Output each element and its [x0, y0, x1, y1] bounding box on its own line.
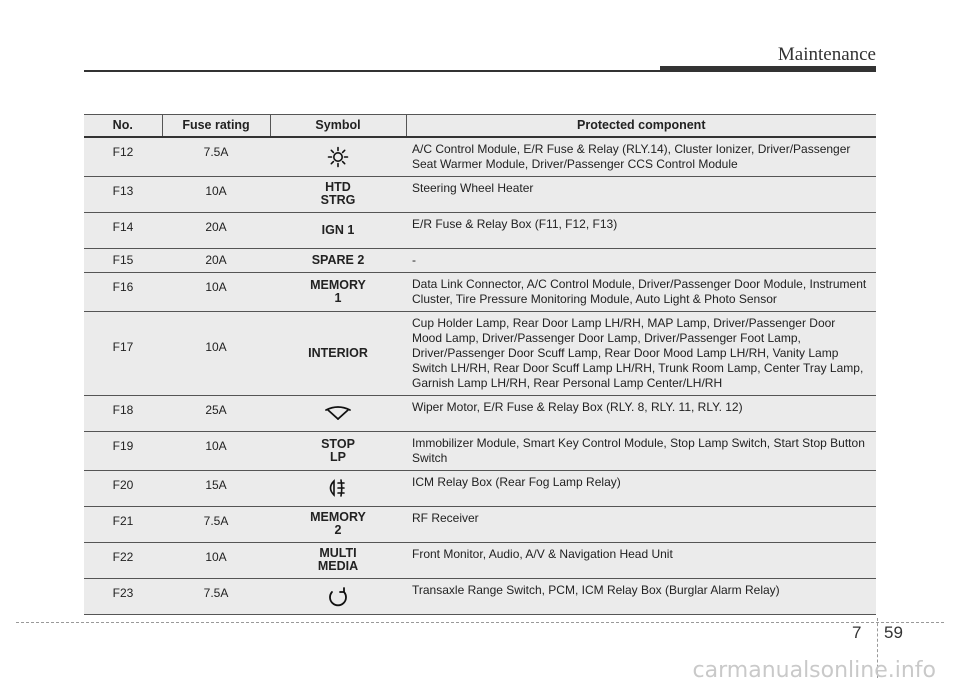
protected-component: A/C Control Module, E/R Fuse & Relay (RLY.14), Cluster Ionizer, Driver/Passenger Seat Warmer Module, Driver/Passenger CCS Control Module: [406, 137, 876, 177]
fuse-symbol-label: INTERIOR: [308, 345, 368, 360]
fuse-symbol-label: MEMORY 2: [310, 510, 366, 537]
table-row: [84, 212, 876, 248]
header-symbol: Symbol: [270, 115, 406, 137]
fuse-no: F23: [84, 578, 162, 614]
page-number: 59: [884, 623, 903, 642]
footer-dashed-rule: [16, 622, 944, 623]
fuse-rating: 7.5A: [162, 137, 270, 177]
fuse-no: F22: [84, 542, 162, 578]
fuse-rating: 10A: [162, 176, 270, 212]
wiper-icon: [323, 402, 353, 424]
protected-component: Data Link Connector, A/C Control Module, Driver/Passenger Door Module, Instrument Cluster, Tire Pressure Monitoring Module, Auto Light & Photo Sensor: [406, 272, 876, 311]
protected-component: Transaxle Range Switch, PCM, ICM Relay Box (Burglar Alarm Relay): [406, 578, 876, 614]
fuse-rating: 7.5A: [162, 506, 270, 542]
protected-component: Steering Wheel Heater: [406, 176, 876, 212]
fuse-symbol-label: STOP LP: [321, 436, 355, 464]
protected-component: Wiper Motor, E/R Fuse & Relay Box (RLY. 8, RLY. 11, RLY. 12): [406, 395, 876, 431]
fuse-symbol-label: MEMORY 1: [310, 277, 366, 305]
table-row: [84, 137, 876, 177]
fuse-rating: 10A: [162, 542, 270, 578]
fuse-no: F15: [84, 248, 162, 272]
fuse-no: F20: [84, 470, 162, 506]
protected-component: Cup Holder Lamp, Rear Door Lamp LH/RH, MAP Lamp, Driver/Passenger Door Mood Lamp, Driver/Passenger Door Lamp, Driver/Passenger Foot Lamp, Driver/Passenger Door Scuff Lamp, Rear Door Mood Lamp LH/RH, Vanity Lamp Switch LH/RH, Rear Door Scuff Lamp LH/RH, Trunk Room Lamp, Center Tray Lamp, Garnish Lamp LH/RH, Rear Personal Lamp Center/LH/RH: [406, 311, 876, 395]
header-no: No.: [84, 115, 162, 137]
table-row: [84, 470, 876, 506]
fuse-no: F16: [84, 272, 162, 311]
fuse-rating: 15A: [162, 470, 270, 506]
table-row: [84, 176, 876, 212]
section-title: Maintenance: [777, 44, 876, 65]
fuse-no: F14: [84, 212, 162, 248]
rear-fog-lamp-icon: [325, 477, 351, 499]
table-row: [84, 395, 876, 431]
header-fuse-rating: Fuse rating: [162, 115, 270, 137]
fuse-rating: 7.5A: [162, 578, 270, 614]
protected-component: Front Monitor, Audio, A/V & Navigation Head Unit: [406, 542, 876, 578]
fuse-rating: 20A: [162, 248, 270, 272]
fuse-rating: 25A: [162, 395, 270, 431]
protected-component: -: [406, 248, 876, 272]
table-row: [84, 542, 876, 578]
header-rule-thin: [84, 70, 660, 72]
fuse-no: F12: [84, 137, 162, 177]
fuse-symbol-label: IGN 1: [321, 222, 355, 237]
fuse-no: F19: [84, 431, 162, 470]
protected-component: E/R Fuse & Relay Box (F11, F12, F13): [406, 212, 876, 248]
fuse-rating: 10A: [162, 272, 270, 311]
fuse-rating: 10A: [162, 311, 270, 395]
fuse-no: F17: [84, 311, 162, 395]
fuse-symbol-label: HTD STRG: [320, 180, 356, 207]
table-row: [84, 578, 876, 614]
alarm-icon: [327, 585, 349, 607]
protected-component: ICM Relay Box (Rear Fog Lamp Relay): [406, 470, 876, 506]
chapter-number: 7: [852, 623, 862, 642]
fuse-table: [84, 114, 876, 615]
table-row: [84, 311, 876, 395]
seat-warmer-icon: [327, 146, 349, 168]
header-rule-thick: [660, 66, 876, 72]
table-row: [84, 506, 876, 542]
fuse-no: F21: [84, 506, 162, 542]
protected-component: RF Receiver: [406, 506, 876, 542]
table-row: [84, 248, 876, 272]
header-protected-component: Protected component: [406, 115, 876, 137]
table-row: [84, 431, 876, 470]
table-row: [84, 272, 876, 311]
fuse-no: F18: [84, 395, 162, 431]
fuse-symbol-label: MULTI MEDIA: [317, 546, 359, 573]
watermark: carmanualsonline.info: [692, 658, 936, 683]
protected-component: Immobilizer Module, Smart Key Control Module, Stop Lamp Switch, Start Stop Button Switch: [406, 431, 876, 470]
fuse-no: F13: [84, 176, 162, 212]
fuse-rating: 10A: [162, 431, 270, 470]
fuse-symbol-label: SPARE 2: [311, 252, 365, 267]
fuse-rating: 20A: [162, 212, 270, 248]
table-header-row: [84, 115, 876, 137]
